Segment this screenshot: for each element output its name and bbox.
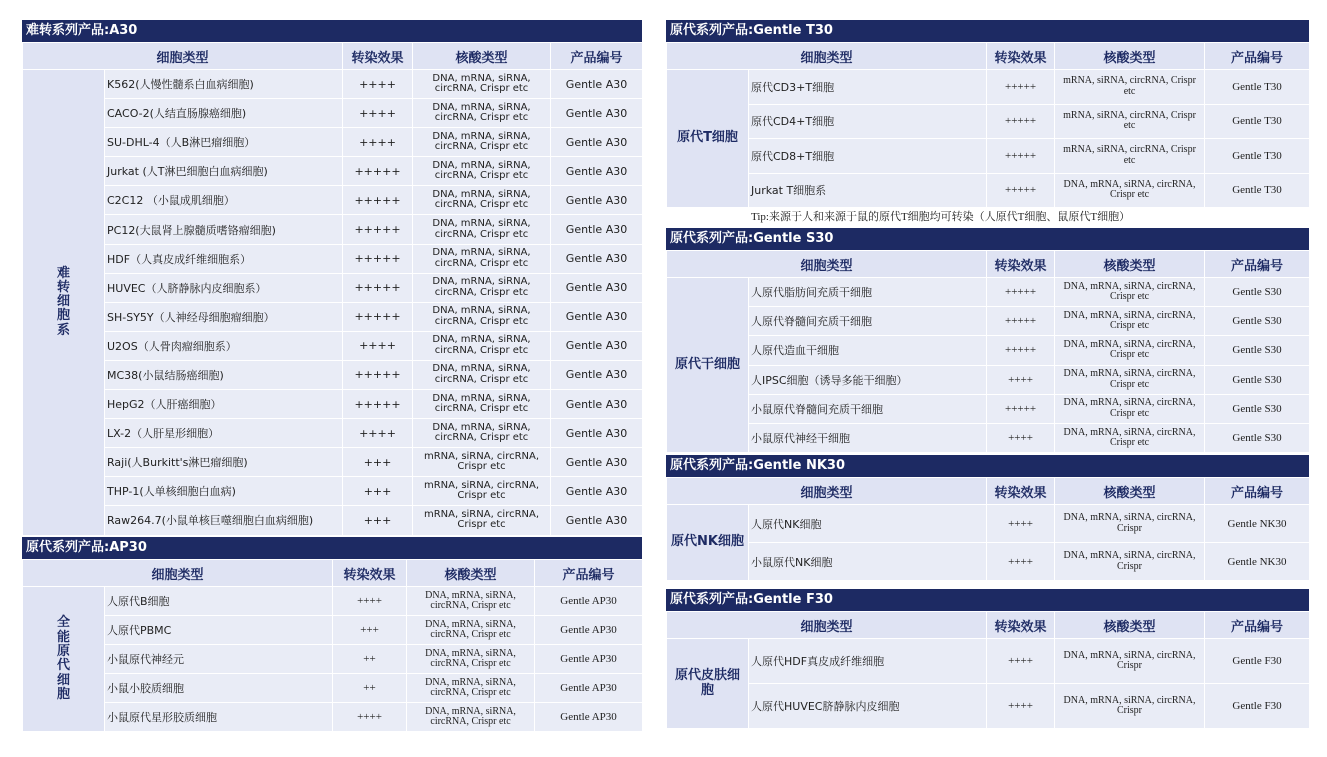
efficiency-value: +++++: [987, 336, 1055, 365]
efficiency-value: +++: [343, 448, 413, 477]
cell-name: 原代CD8+T细胞: [749, 139, 987, 174]
efficiency-value: +++++: [343, 215, 413, 244]
table-row: [23, 674, 643, 703]
product-code: Gentle S30: [1205, 307, 1310, 336]
cell-name: K562(人慢性髓系白血病细胞): [105, 70, 343, 99]
nucleic-value: DNA, mRNA, siRNA, circRNA, Crispr etc: [413, 70, 551, 99]
f30-title: 原代系列产品:Gentle F30: [666, 589, 1309, 611]
cell-name: 人原代B细胞: [105, 587, 333, 616]
table-row: [667, 639, 1310, 684]
nk30-title: 原代系列产品:Gentle NK30: [666, 455, 1309, 477]
ap30-panel: [22, 537, 642, 732]
nucleic-value: DNA, mRNA, siRNA, circRNA, Crispr etc: [413, 157, 551, 186]
efficiency-value: +++++: [987, 139, 1055, 174]
nucleic-value: mRNA, siRNA, circRNA, Crispr etc: [413, 477, 551, 506]
cell-name: HepG2（人肝癌细胞）: [105, 390, 343, 419]
nucleic-value: DNA, mRNA, siRNA, circRNA, Crispr etc: [413, 244, 551, 273]
table-row: [667, 173, 1310, 208]
efficiency-value: +++++: [343, 273, 413, 302]
nucleic-value: DNA, mRNA, siRNA, circRNA, Crispr etc: [413, 390, 551, 419]
efficiency-value: ++++: [987, 505, 1055, 543]
cell-name: 小鼠小胶质细胞: [105, 674, 333, 703]
cell-name: HDF（人真皮成纤维细胞系）: [105, 244, 343, 273]
cell-name: PC12(大鼠肾上腺髓质嗜铬瘤细胞): [105, 215, 343, 244]
nucleic-value: DNA, mRNA, siRNA, circRNA, Crispr etc: [1055, 336, 1205, 365]
nucleic-value: DNA, mRNA, siRNA, circRNA, Crispr etc: [413, 99, 551, 128]
efficiency-value: +++++: [343, 244, 413, 273]
table-row: [23, 587, 643, 616]
efficiency-value: ++: [333, 674, 407, 703]
table-row: [23, 244, 643, 273]
product-code: Gentle A30: [551, 128, 643, 157]
header-cell-type: 细胞类型: [667, 251, 987, 278]
efficiency-value: ++++: [987, 423, 1055, 452]
efficiency-value: +++++: [987, 104, 1055, 139]
nucleic-value: DNA, mRNA, siRNA, circRNA, Crispr etc: [413, 302, 551, 331]
product-code: Gentle S30: [1205, 365, 1310, 394]
table-row: [667, 70, 1310, 105]
table-row: [667, 365, 1310, 394]
table-row: [23, 302, 643, 331]
f30-table: [666, 611, 1310, 729]
s30-table: [666, 250, 1310, 453]
table-row: [667, 278, 1310, 307]
cell-name: 小鼠原代神经干细胞: [749, 423, 987, 452]
cell-name: 人原代PBMC: [105, 616, 333, 645]
table-row: [667, 684, 1310, 729]
product-code: Gentle F30: [1205, 684, 1310, 729]
product-code: Gentle A30: [551, 302, 643, 331]
efficiency-value: +++++: [987, 394, 1055, 423]
product-code: Gentle NK30: [1205, 505, 1310, 543]
table-row: [23, 390, 643, 419]
t30-title: 原代系列产品:Gentle T30: [666, 20, 1309, 42]
table-header-row: [23, 43, 643, 70]
table-header-row: [23, 560, 643, 587]
header-cell-type: 细胞类型: [23, 560, 333, 587]
header-product: 产品编号: [535, 560, 643, 587]
efficiency-value: +++++: [343, 390, 413, 419]
table-row: [23, 331, 643, 360]
header-efficiency: 转染效果: [987, 478, 1055, 505]
product-code: Gentle AP30: [535, 703, 643, 732]
group-label: 全能原代细胞: [23, 587, 105, 732]
product-code: Gentle AP30: [535, 674, 643, 703]
nucleic-value: mRNA, siRNA, circRNA, Crispr etc: [1055, 139, 1205, 174]
table-row: [23, 360, 643, 389]
nucleic-value: DNA, mRNA, siRNA, circRNA, Crispr: [1055, 505, 1205, 543]
header-nucleic: 核酸类型: [1055, 43, 1205, 70]
table-row: [23, 157, 643, 186]
cell-name: 人原代造血干细胞: [749, 336, 987, 365]
cell-name: 小鼠原代脊髓间充质干细胞: [749, 394, 987, 423]
efficiency-value: ++++: [343, 70, 413, 99]
header-product: 产品编号: [1205, 251, 1310, 278]
product-code: Gentle T30: [1205, 139, 1310, 174]
table-row: [23, 70, 643, 99]
product-code: Gentle A30: [551, 419, 643, 448]
cell-name: 小鼠原代NK细胞: [749, 543, 987, 581]
header-nucleic: 核酸类型: [1055, 612, 1205, 639]
ap30-title: 原代系列产品:AP30: [22, 537, 642, 559]
cell-name: 人原代脊髓间充质干细胞: [749, 307, 987, 336]
cell-name: U2OS（人骨肉瘤细胞系）: [105, 331, 343, 360]
nucleic-value: DNA, mRNA, siRNA, circRNA, Crispr: [1055, 684, 1205, 729]
product-code: Gentle A30: [551, 506, 643, 535]
cell-name: 小鼠原代神经元: [105, 645, 333, 674]
ap30-table: [22, 559, 643, 732]
table-row: [23, 99, 643, 128]
tip-text: Tip:来源于人和来源于鼠的原代T细胞均可转染（人原代T细胞、鼠原代T细胞）: [749, 208, 1310, 225]
efficiency-value: +++: [333, 616, 407, 645]
efficiency-value: +++++: [343, 157, 413, 186]
product-code: Gentle A30: [551, 360, 643, 389]
nucleic-value: DNA, mRNA, siRNA, circRNA, Crispr: [1055, 639, 1205, 684]
table-row: [667, 423, 1310, 452]
product-code: Gentle A30: [551, 390, 643, 419]
cell-name: 人原代HDF真皮成纤维细胞: [749, 639, 987, 684]
efficiency-value: +++: [343, 506, 413, 535]
t30-table: [666, 42, 1310, 225]
table-row: [667, 394, 1310, 423]
group-label: 原代皮肤细胞: [667, 639, 749, 729]
efficiency-value: +++++: [987, 278, 1055, 307]
group-label: 原代T细胞: [667, 70, 749, 208]
product-code: Gentle AP30: [535, 645, 643, 674]
cell-name: SU-DHL-4（人B淋巴瘤细胞）: [105, 128, 343, 157]
efficiency-value: ++++: [987, 639, 1055, 684]
table-row: [23, 703, 643, 732]
product-code: Gentle A30: [551, 157, 643, 186]
nucleic-value: DNA, mRNA, siRNA, circRNA, Crispr etc: [413, 186, 551, 215]
table-row: [667, 307, 1310, 336]
efficiency-value: ++++: [343, 419, 413, 448]
header-nucleic: 核酸类型: [1055, 478, 1205, 505]
nucleic-value: DNA, mRNA, siRNA, circRNA, Crispr etc: [1055, 423, 1205, 452]
cell-name: 原代CD4+T细胞: [749, 104, 987, 139]
table-row: [23, 419, 643, 448]
tip-row: [667, 208, 1310, 225]
header-cell-type: 细胞类型: [667, 478, 987, 505]
table-row: [23, 645, 643, 674]
a30-title: 难转系列产品:A30: [22, 20, 642, 42]
nucleic-value: DNA, mRNA, siRNA, circRNA, Crispr etc: [407, 645, 535, 674]
s30-panel: [666, 228, 1309, 453]
header-product: 产品编号: [1205, 478, 1310, 505]
product-code: Gentle AP30: [535, 587, 643, 616]
table-row: [23, 477, 643, 506]
f30-panel: [666, 589, 1309, 729]
cell-name: 小鼠原代星形胶质细胞: [105, 703, 333, 732]
table-row: [23, 215, 643, 244]
cell-name: Raw264.7(小鼠单核巨噬细胞白血病细胞): [105, 506, 343, 535]
nucleic-value: DNA, mRNA, siRNA, circRNA, Crispr etc: [413, 360, 551, 389]
table-row: [23, 186, 643, 215]
nucleic-value: DNA, mRNA, siRNA, circRNA, Crispr etc: [407, 587, 535, 616]
efficiency-value: ++: [333, 645, 407, 674]
header-nucleic: 核酸类型: [407, 560, 535, 587]
table-row: [23, 616, 643, 645]
nucleic-value: DNA, mRNA, siRNA, circRNA, Crispr etc: [407, 674, 535, 703]
cell-name: 人原代NK细胞: [749, 505, 987, 543]
cell-name: THP-1(人单核细胞白血病): [105, 477, 343, 506]
product-code: Gentle S30: [1205, 278, 1310, 307]
nk30-panel: [666, 455, 1309, 581]
efficiency-value: +++++: [987, 70, 1055, 105]
a30-table: [22, 42, 643, 536]
header-cell-type: 细胞类型: [667, 43, 987, 70]
header-cell-type: 细胞类型: [23, 43, 343, 70]
cell-name: HUVEC（人脐静脉内皮细胞系）: [105, 273, 343, 302]
table-header-row: [667, 612, 1310, 639]
efficiency-value: +++++: [343, 360, 413, 389]
product-code: Gentle A30: [551, 70, 643, 99]
efficiency-value: ++++: [343, 128, 413, 157]
header-product: 产品编号: [1205, 43, 1310, 70]
nucleic-value: mRNA, siRNA, circRNA, Crispr etc: [413, 448, 551, 477]
efficiency-value: +++++: [343, 302, 413, 331]
product-code: Gentle S30: [1205, 423, 1310, 452]
header-efficiency: 转染效果: [333, 560, 407, 587]
cell-name: 人原代HUVEC脐静脉内皮细胞: [749, 684, 987, 729]
nucleic-value: DNA, mRNA, siRNA, circRNA, Crispr etc: [1055, 307, 1205, 336]
cell-name: Raji(人Burkitt's淋巴瘤细胞): [105, 448, 343, 477]
nucleic-value: DNA, mRNA, siRNA, circRNA, Crispr etc: [1055, 278, 1205, 307]
nucleic-value: DNA, mRNA, siRNA, circRNA, Crispr etc: [1055, 365, 1205, 394]
table-row: [23, 448, 643, 477]
cell-name: Jurkat T细胞系: [749, 173, 987, 208]
nucleic-value: DNA, mRNA, siRNA, circRNA, Crispr etc: [1055, 394, 1205, 423]
header-product: 产品编号: [1205, 612, 1310, 639]
nucleic-value: mRNA, siRNA, circRNA, Crispr etc: [1055, 70, 1205, 105]
product-code: Gentle A30: [551, 477, 643, 506]
s30-title: 原代系列产品:Gentle S30: [666, 228, 1309, 250]
product-code: Gentle A30: [551, 99, 643, 128]
table-header-row: [667, 43, 1310, 70]
nucleic-value: DNA, mRNA, siRNA, circRNA, Crispr: [1055, 543, 1205, 581]
product-code: Gentle T30: [1205, 70, 1310, 105]
nucleic-value: DNA, mRNA, siRNA, circRNA, Crispr etc: [413, 273, 551, 302]
cell-name: 原代CD3+T细胞: [749, 70, 987, 105]
product-code: Gentle A30: [551, 273, 643, 302]
header-nucleic: 核酸类型: [413, 43, 551, 70]
cell-name: 人原代脂肪间充质干细胞: [749, 278, 987, 307]
product-code: Gentle S30: [1205, 394, 1310, 423]
nucleic-value: mRNA, siRNA, circRNA, Crispr etc: [413, 506, 551, 535]
header-efficiency: 转染效果: [987, 43, 1055, 70]
nucleic-value: DNA, mRNA, siRNA, circRNA, Crispr etc: [413, 215, 551, 244]
efficiency-value: +++++: [343, 186, 413, 215]
nucleic-value: DNA, mRNA, siRNA, circRNA, Crispr etc: [413, 128, 551, 157]
table-row: [667, 543, 1310, 581]
table-row: [23, 128, 643, 157]
efficiency-value: ++++: [333, 703, 407, 732]
nucleic-value: mRNA, siRNA, circRNA, Crispr etc: [1055, 104, 1205, 139]
table-row: [23, 273, 643, 302]
table-row: [667, 505, 1310, 543]
efficiency-value: ++++: [987, 543, 1055, 581]
nk30-table: [666, 477, 1310, 581]
a30-panel: [22, 20, 642, 536]
cell-name: Jurkat (人T淋巴细胞白血病细胞): [105, 157, 343, 186]
efficiency-value: ++++: [343, 331, 413, 360]
cell-name: LX-2（人肝星形细胞）: [105, 419, 343, 448]
efficiency-value: +++: [343, 477, 413, 506]
cell-name: C2C12 （小鼠成肌细胞）: [105, 186, 343, 215]
header-efficiency: 转染效果: [343, 43, 413, 70]
efficiency-value: ++++: [333, 587, 407, 616]
table-row: [667, 139, 1310, 174]
header-efficiency: 转染效果: [987, 612, 1055, 639]
product-code: Gentle A30: [551, 448, 643, 477]
table-header-row: [667, 251, 1310, 278]
group-label: 原代NK细胞: [667, 505, 749, 581]
header-cell-type: 细胞类型: [667, 612, 987, 639]
table-row: [667, 104, 1310, 139]
efficiency-value: +++++: [987, 173, 1055, 208]
nucleic-value: DNA, mRNA, siRNA, circRNA, Crispr etc: [407, 703, 535, 732]
table-row: [667, 336, 1310, 365]
nucleic-value: DNA, mRNA, siRNA, circRNA, Crispr etc: [413, 331, 551, 360]
group-label: 难转细胞系: [23, 70, 105, 536]
product-code: Gentle S30: [1205, 336, 1310, 365]
nucleic-value: DNA, mRNA, siRNA, circRNA, Crispr etc: [407, 616, 535, 645]
header-product: 产品编号: [551, 43, 643, 70]
table-row: [23, 506, 643, 535]
product-code: Gentle F30: [1205, 639, 1310, 684]
cell-name: 人IPSC细胞（诱导多能干细胞）: [749, 365, 987, 394]
product-code: Gentle A30: [551, 331, 643, 360]
efficiency-value: ++++: [987, 684, 1055, 729]
product-code: Gentle A30: [551, 244, 643, 273]
efficiency-value: ++++: [343, 99, 413, 128]
header-nucleic: 核酸类型: [1055, 251, 1205, 278]
efficiency-value: ++++: [987, 365, 1055, 394]
product-code: Gentle NK30: [1205, 543, 1310, 581]
nucleic-value: DNA, mRNA, siRNA, circRNA, Crispr etc: [1055, 173, 1205, 208]
product-code: Gentle AP30: [535, 616, 643, 645]
cell-name: MC38(小鼠结肠癌细胞): [105, 360, 343, 389]
t30-panel: [666, 20, 1309, 225]
group-label: 原代干细胞: [667, 278, 749, 453]
cell-name: CACO-2(人结直肠腺癌细胞): [105, 99, 343, 128]
nucleic-value: DNA, mRNA, siRNA, circRNA, Crispr etc: [413, 419, 551, 448]
efficiency-value: +++++: [987, 307, 1055, 336]
product-code: Gentle A30: [551, 215, 643, 244]
product-code: Gentle T30: [1205, 173, 1310, 208]
product-code: Gentle A30: [551, 186, 643, 215]
header-efficiency: 转染效果: [987, 251, 1055, 278]
cell-name: SH-SY5Y（人神经母细胞瘤细胞）: [105, 302, 343, 331]
product-code: Gentle T30: [1205, 104, 1310, 139]
table-header-row: [667, 478, 1310, 505]
